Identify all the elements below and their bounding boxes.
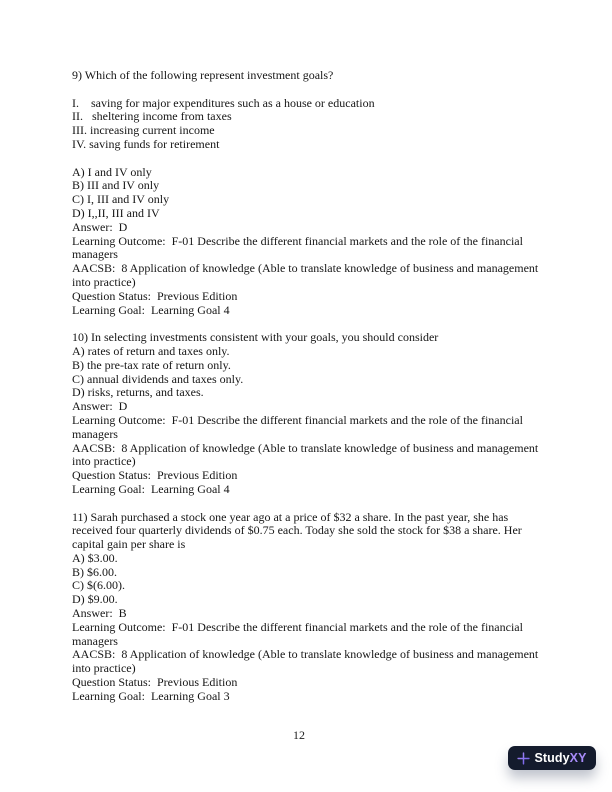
doc-line: Learning Outcome: F-01 Describe the different financial markets and the role of the financial [72,233,523,248]
doc-line: A) rates of return and taxes only. [72,343,230,358]
doc-line: capital gain per share is [72,537,186,552]
doc-line: AACSB: 8 Application of knowledge (Able to translate knowledge of business and management [72,261,539,276]
doc-line: Answer: D [72,399,128,414]
doc-line: C) $(6.00). [72,578,125,593]
doc-line: III. increasing current income [72,123,215,138]
doc-line: 9) Which of the following represent investment goals? [72,68,334,82]
doc-line: Learning Outcome: F-01 Describe the different financial markets and the role of the financial [72,619,523,634]
blank-line [72,83,547,97]
doc-line: A) $3.00. [72,550,118,565]
doc-line: managers [72,633,118,648]
studyxy-badge[interactable] [508,746,596,770]
doc-line: Learning Outcome: F-01 Describe the different financial markets and the role of the financial [72,412,523,427]
brand-text-primary: Study [534,750,570,765]
doc-line: I. saving for major expenditures such as a house or education [72,95,375,110]
doc-line: into practice) [72,454,136,469]
doc-line: B) $6.00. [72,564,117,579]
page-number: 12 [293,728,305,742]
doc-line: Question Status: Previous Edition [72,675,238,690]
doc-line: AACSB: 8 Application of knowledge (Able to translate knowledge of business and management [72,647,539,662]
doc-line: into practice) [72,274,136,289]
doc-line: II. sheltering income from taxes [72,109,232,124]
doc-line: 10) In selecting investments consistent with your goals, you should consider [72,330,439,345]
brand-wordmark [534,752,586,765]
doc-line: AACSB: 8 Application of knowledge (Able to translate knowledge of business and management [72,440,539,455]
doc-line: D) $9.00. [72,592,118,607]
document-body [72,69,547,704]
blank-line [72,497,547,511]
blank-line [72,317,547,331]
doc-line: Learning Goal: Learning Goal 3 [72,688,230,703]
doc-line: into practice) [72,661,136,676]
doc-line: managers [72,247,118,262]
doc-line: received four quarterly dividends of $0.75 each. Today she sold the stock for $38 a share. Her [72,523,522,538]
doc-line: Question Status: Previous Edition [72,288,238,303]
brand-text-accent: XY [569,750,587,765]
plus-icon [517,752,530,765]
doc-line: A) I and IV only [72,164,152,179]
doc-line: D) I,,II, III and IV [72,205,160,220]
doc-line: 11) Sarah purchased a stock one year ago at a price of $32 a share. In the past year, she has [72,509,509,524]
doc-line: D) risks, returns, and taxes. [72,385,204,400]
doc-line: C) annual dividends and taxes only. [72,371,244,386]
doc-line: managers [72,426,118,441]
doc-line: Learning Goal: Learning Goal 4 [72,481,230,496]
doc-line: IV. saving funds for retirement [72,136,220,151]
doc-line: Learning Goal: Learning Goal 4 [72,302,230,317]
doc-line: Answer: B [72,606,127,621]
blank-line [72,152,547,166]
doc-line: Question Status: Previous Edition [72,468,238,483]
doc-line: B) the pre-tax rate of return only. [72,357,231,372]
doc-line: C) I, III and IV only [72,192,170,207]
doc-line: Answer: D [72,219,128,234]
doc-line: B) III and IV only [72,178,160,193]
